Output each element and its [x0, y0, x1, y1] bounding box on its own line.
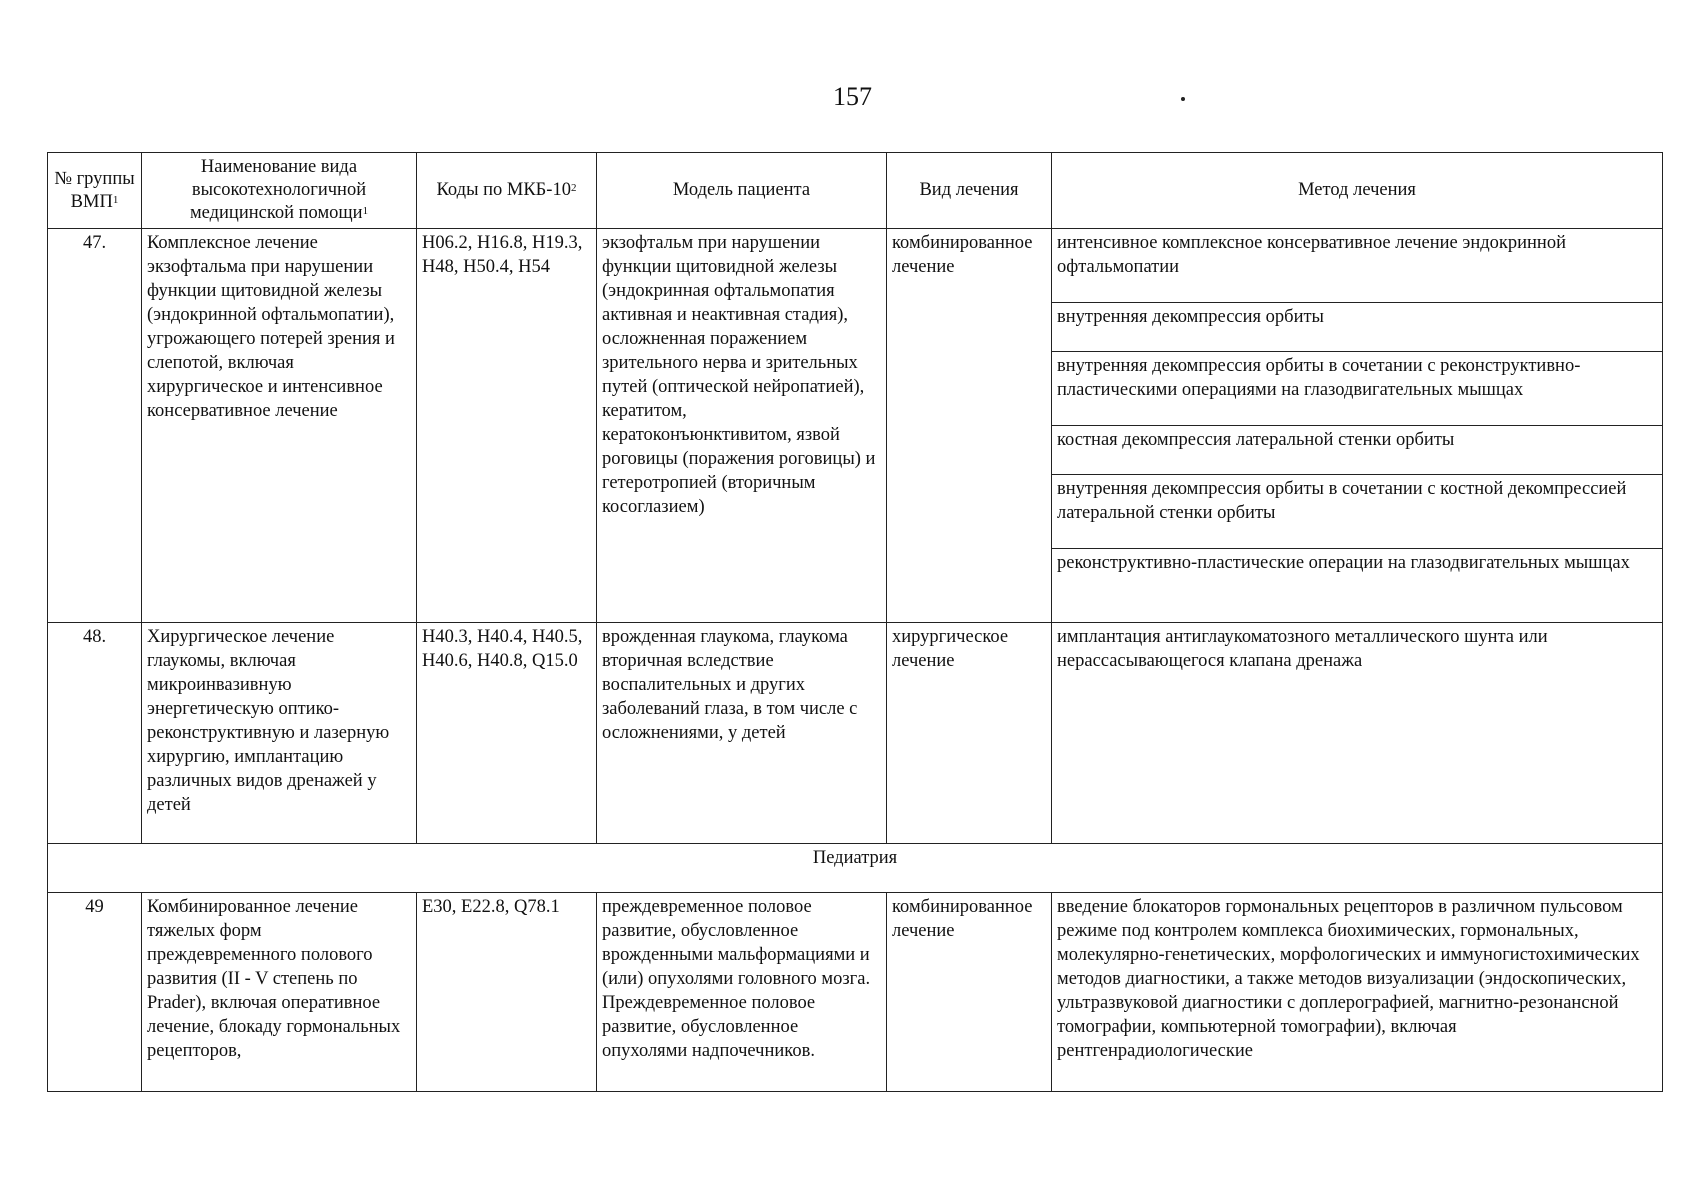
- section-title: Педиатрия: [48, 844, 1663, 893]
- header-name: Наименование вида высокотехнологичной медицинской помощи$^1$: [142, 153, 417, 229]
- row-treatment-type: хирургическое лечение: [887, 623, 1052, 844]
- method-item: костная декомпрессия латеральной стенки орбиты: [1052, 426, 1662, 475]
- header-row: [48, 153, 1663, 229]
- table-row: [48, 623, 1663, 844]
- scan-speck: [1181, 97, 1185, 101]
- method-item: реконструктивно-пластические операции на глазодвигательных мышцах: [1057, 553, 1630, 573]
- row-patient-model: преждевременное половое развитие, обусловленное врожденными мальформациями и (или) опухолями головного мозга. Преждевременное половое развитие, обусловленное опухолями надпочечников.: [597, 893, 887, 1092]
- row-treatment-type: комбинированное лечение: [887, 229, 1052, 623]
- row-method: имплантация антиглаукоматозного металлического шунта или нерассасывающегося клапана дренажа: [1052, 623, 1663, 844]
- row-name: Комплексное лечение экзофтальма при нарушении функции щитовидной железы (эндокринной офтальмопатии), угрожающего потерей зрения и слепотой, включая хирургическое и интенсивное консервативное лечение: [142, 229, 417, 623]
- table-row: [48, 893, 1663, 1092]
- row-codes: E30, E22.8, Q78.1: [417, 893, 597, 1092]
- header-treatment-type: Вид лечения: [887, 153, 1052, 229]
- header-method: Метод лечения: [1052, 153, 1663, 229]
- row-patient-model: врожденная глаукома, глаукома вторичная вследствие воспалительных и других заболеваний глаза, в том числе с осложнениями, у детей: [597, 623, 887, 844]
- method-item: внутренняя декомпрессия орбиты: [1052, 303, 1662, 352]
- row-patient-model: экзофтальм при нарушении функции щитовидной железы (эндокринная офтальмопатия активная и неактивная стадия), осложненная поражением зрительного нерва и зрительных путей (оптической нейропатией), кератитом, кератоконъюнктивитом, язвой роговицы (поражения роговицы) и гетеротропией (вторичным косоглазием): [597, 229, 887, 623]
- header-codes: Коды по МКБ-$10^2$: [417, 153, 597, 229]
- row-method: введение блокаторов гормональных рецепторов в различном пульсовом режиме под контролем комплекса биохимических, гормональных, молекулярно-генетических, морфологических и иммуногистохимических методов диагностики, а также методов визуализации (эндоскопических, ультразвуковой диагностики с доплерографией, магнитно-резонансной томографии, компьютерной томографии), включая рентгенрадиологические: [1052, 893, 1663, 1092]
- row-number: 49: [48, 893, 142, 1092]
- row-name: Хирургическое лечение глаукомы, включая микроинвазивную энергетическую оптико-реконструктивную и лазерную хирургию, имплантацию различных видов дренажей у детей: [142, 623, 417, 844]
- row-number: 48.: [48, 623, 142, 844]
- method-item: интенсивное комплексное консервативное лечение эндокринной офтальмопатии: [1052, 229, 1662, 303]
- row-codes: H06.2, H16.8, H19.3, H48, H50.4, H54: [417, 229, 597, 623]
- table-row: [48, 229, 1663, 623]
- row-codes: H40.3, H40.4, H40.5, H40.6, H40.8, Q15.0: [417, 623, 597, 844]
- vmp-table: [47, 152, 1663, 1092]
- method-item: внутренняя декомпрессия орбиты в сочетании с костной декомпрессией латеральной стенки орбиты: [1052, 475, 1662, 549]
- method-item: внутренняя декомпрессия орбиты в сочетании с реконструктивно-пластическими операциями на глазодвигательных мышцах: [1052, 352, 1662, 426]
- page-number: 157: [833, 82, 872, 111]
- section-row: [48, 844, 1663, 893]
- header-patient-model: Модель пациента: [597, 153, 887, 229]
- row-name: Комбинированное лечение тяжелых форм преждевременного полового развития (II - V степень по Prader), включая оперативное лечение, блокаду гормональных рецепторов,: [142, 893, 417, 1092]
- row-treatment-type: комбинированное лечение: [887, 893, 1052, 1092]
- header-group-no: № группы ВМП$^1$: [48, 153, 142, 229]
- row-methods: [1052, 229, 1663, 623]
- row-number: 47.: [48, 229, 142, 623]
